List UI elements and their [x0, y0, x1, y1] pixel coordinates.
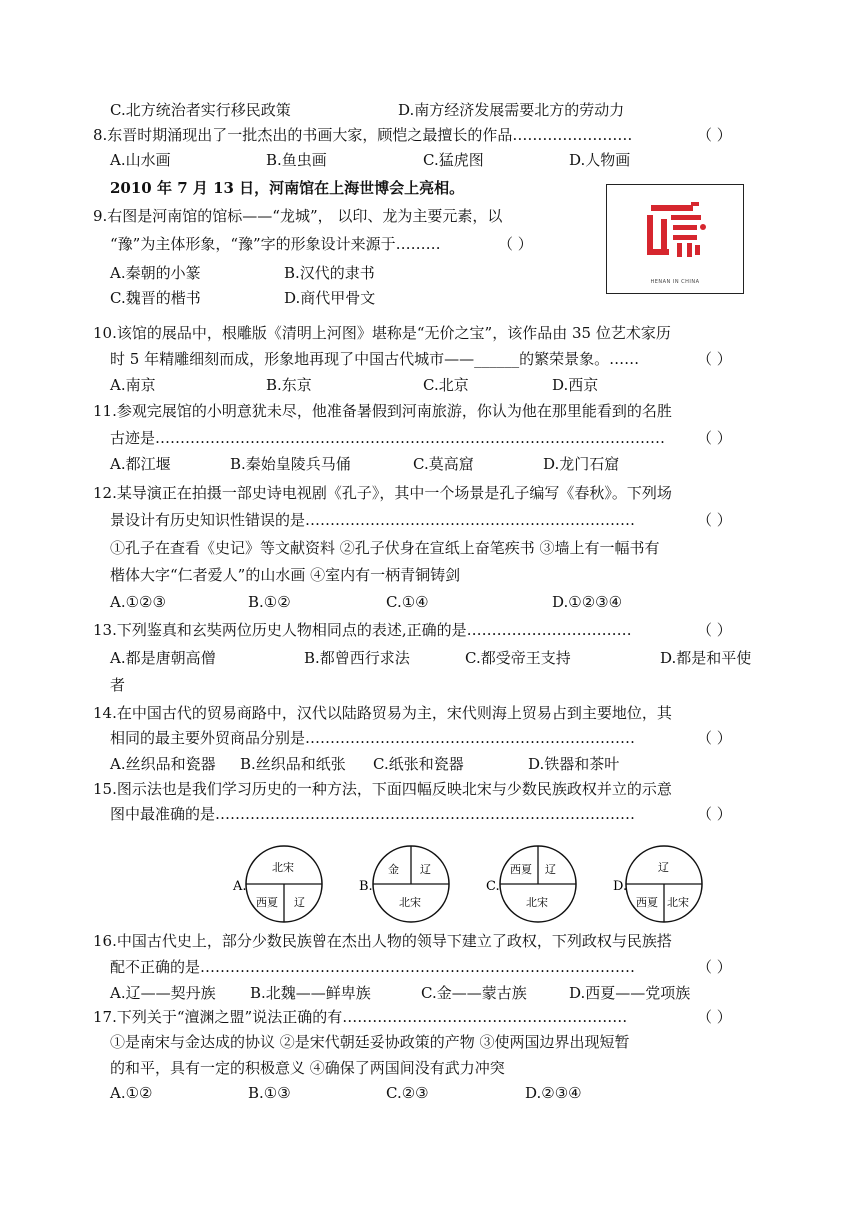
option-b: B.①② — [248, 593, 291, 611]
map-option-b[interactable] — [357, 842, 452, 930]
question-16: 16.中国古代史上，部分少数民族曾在杰出人物的领导下建立了政权，下列政权与民族搭 — [93, 932, 672, 950]
option-b: B.都曾西行求法 — [304, 649, 410, 667]
option-b: B.鱼虫画 — [266, 151, 327, 169]
question-11-cont: 古迹是………………………………………………………………………………………… — [110, 429, 666, 447]
option-c: C.金——蒙古族 — [421, 984, 527, 1002]
option-d: D.龙门石窟 — [543, 455, 620, 473]
map-b-region-tr: 辽 — [420, 863, 431, 876]
answer-blank[interactable]: （ ） — [697, 126, 732, 144]
map-b-label: B. — [359, 879, 373, 894]
map-option-d[interactable] — [611, 842, 706, 930]
answer-blank[interactable]: （ ） — [697, 958, 732, 976]
map-a-region-bl: 西夏 — [256, 896, 278, 909]
answer-blank[interactable]: （ ） — [697, 429, 732, 447]
question-17: 17.下列关于“澶渊之盟”说法正确的有………………………………………………… — [93, 1008, 628, 1026]
question-16-cont: 配不正确的是…………………………………………………………………………… — [110, 958, 636, 976]
question-12-cont: 景设计有历史知识性错误的是………………………………………………………… — [110, 511, 636, 529]
answer-blank[interactable]: （ ） — [697, 729, 732, 747]
option-d: D.商代甲骨文 — [284, 289, 376, 307]
question-17-items-cont: 的和平，具有一定的积极意义 ④确保了两国间没有武力冲突 — [110, 1059, 505, 1077]
question-12-items: ①孔子在查看《史记》等文献资料 ②孔子伏身在宣纸上奋笔疾书 ③墙上有一幅书有 — [110, 539, 660, 557]
option-d: D.都是和平使 — [660, 649, 752, 667]
map-d-region-top: 辽 — [658, 861, 669, 874]
question-10-cont: 时 5 年精雕细刻而成，形象地再现了中国古代城市——______的繁荣景象。…… — [110, 350, 640, 368]
question-10: 10.该馆的展品中，根雕版《清明上河图》堪称是“无价之宝”，该作品由 35 位艺术家历 — [93, 324, 671, 342]
question-11: 11.参观完展馆的小明意犹未尽，他准备暑假到河南旅游，你认为他在那里能看到的名胜 — [93, 402, 672, 420]
option-a: A.秦朝的小篆 — [110, 264, 201, 282]
logo-caption: HENAN IN CHINA — [650, 279, 700, 285]
option-a: A.辽——契丹族 — [110, 984, 216, 1002]
map-d-region-br: 北宋 — [667, 896, 689, 909]
henan-pavilion-logo — [606, 184, 744, 294]
option-a: A.南京 — [110, 376, 156, 394]
option-c: C.猛虎图 — [423, 151, 484, 169]
option-a: A.①②③ — [110, 593, 166, 611]
map-option-a[interactable] — [231, 842, 326, 930]
option-a: A.都是唐朝高僧 — [110, 649, 216, 667]
option-d-cont: 者 — [110, 676, 126, 694]
map-option-c[interactable] — [484, 842, 579, 930]
question-9-cont: “豫”为主体形象，“豫”字的形象设计来源于……… — [110, 235, 441, 253]
option-b: B.秦始皇陵兵马俑 — [230, 455, 351, 473]
option-c: C.北方统治者实行移民政策 — [110, 101, 291, 119]
option-c: C.②③ — [386, 1084, 429, 1102]
option-b: B.汉代的隶书 — [284, 264, 375, 282]
option-c: C.都受帝王支持 — [465, 649, 571, 667]
option-d: D.西夏——党项族 — [569, 984, 691, 1002]
option-d: D.西京 — [552, 376, 599, 394]
question-14: 14.在中国古代的贸易商路中，汉代以陆路贸易为主，宋代则海上贸易占到主要地位，其 — [93, 704, 672, 722]
map-c-region-tl: 西夏 — [510, 863, 532, 876]
option-c: C.北京 — [423, 376, 469, 394]
section-header: 2010 年 7 月 13 日，河南馆在上海世博会上亮相。 — [110, 179, 465, 197]
question-8: 8.东晋时期涌现出了一批杰出的书画大家，顾恺之最擅长的作品…………………… — [93, 126, 633, 144]
option-d: D.人物画 — [569, 151, 631, 169]
option-b: B.东京 — [266, 376, 312, 394]
option-a: A.①② — [110, 1084, 153, 1102]
map-a-label: A. — [233, 879, 247, 894]
option-d: D.铁器和茶叶 — [528, 755, 620, 773]
option-c: C.①④ — [386, 593, 429, 611]
option-d: D.②③④ — [525, 1084, 582, 1102]
map-b-region-bottom: 北宋 — [399, 896, 421, 909]
option-d: D.①②③④ — [552, 593, 623, 611]
answer-blank[interactable]: （ ） — [697, 1008, 732, 1026]
question-15-cont: 图中最准确的是………………………………………………………………………… — [110, 805, 636, 823]
map-c-region-bottom: 北宋 — [526, 896, 548, 909]
map-a-region-top: 北宋 — [272, 861, 294, 874]
question-14-cont: 相同的最主要外贸商品分别是………………………………………………………… — [110, 729, 636, 747]
map-c-label: C. — [486, 879, 500, 894]
option-a: A.都江堰 — [110, 455, 171, 473]
map-b-region-tl: 金 — [388, 863, 399, 876]
option-a: A.山水画 — [110, 151, 171, 169]
option-c: C.魏晋的楷书 — [110, 289, 201, 307]
map-c-region-tr: 辽 — [545, 863, 556, 876]
option-b: B.北魏——鲜卑族 — [250, 984, 371, 1002]
answer-blank[interactable]: （ ） — [697, 350, 732, 368]
option-c: C.莫高窟 — [413, 455, 474, 473]
option-b: B.丝织品和纸张 — [240, 755, 346, 773]
answer-blank[interactable]: （ ） — [697, 805, 732, 823]
question-12-items-cont: 楷体大字“仁者爱人”的山水画 ④室内有一柄青铜铸剑 — [110, 566, 461, 584]
question-13: 13.下列鉴真和玄奘两位历史人物相同点的表述,正确的是…………………………… — [93, 621, 632, 639]
answer-blank[interactable]: （ ） — [697, 511, 732, 529]
question-12: 12.某导演正在拍摄一部史诗电视剧《孔子》，其中一个场景是孔子编写《春秋》。下列场 — [93, 484, 672, 502]
question-15: 15.图示法也是我们学习历史的一种方法，下面四幅反映北宋与少数民族政权并立的示意 — [93, 780, 672, 798]
seal-icon — [607, 185, 743, 275]
map-d-region-bl: 西夏 — [636, 896, 658, 909]
question-9: 9.右图是河南馆的馆标——“龙城”， 以印、龙为主要元素，以 — [93, 207, 503, 225]
option-b: B.①③ — [248, 1084, 291, 1102]
question-17-items: ①是南宋与金达成的协议 ②是宋代朝廷妥协政策的产物 ③使两国边界出现短暂 — [110, 1033, 630, 1051]
map-a-region-br: 辽 — [294, 896, 305, 909]
option-d: D.南方经济发展需要北方的劳动力 — [398, 101, 625, 119]
option-c: C.纸张和瓷器 — [373, 755, 464, 773]
option-a: A.丝织品和瓷器 — [110, 755, 216, 773]
answer-blank[interactable]: （ ） — [498, 235, 533, 253]
answer-blank[interactable]: （ ） — [697, 621, 732, 639]
map-d-label: D. — [613, 879, 628, 894]
